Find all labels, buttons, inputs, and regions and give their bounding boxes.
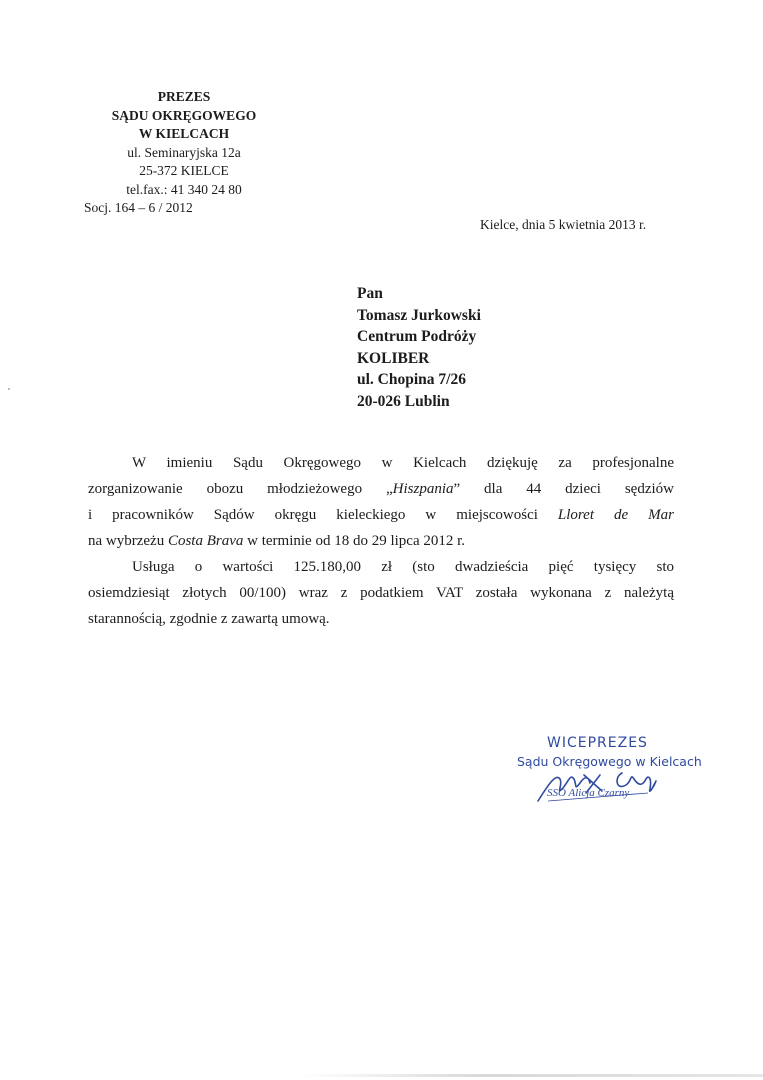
recipient-salutation: Pan (357, 285, 383, 302)
paragraph-line: W imieniu Sądu Okręgowego w Kielcach dziękuję za profesjonalne (132, 455, 674, 471)
sender-court: SĄDU OKRĘGOWEGO (111, 107, 257, 123)
paragraph-line: i pracowników Sądów okręgu kieleckiego w miejscowości Lloret de Mar (88, 507, 674, 523)
stamp-title: WICEPREZES (547, 735, 648, 751)
recipient-postal-city: 20-026 Lublin (357, 392, 450, 410)
recipient-company: Centrum Podróży (357, 328, 477, 345)
scan-edge (300, 1074, 763, 1077)
scan-speck (8, 388, 10, 390)
recipient-street: ul. Chopina 7/26 (357, 371, 466, 388)
paragraph-line: osiemdziesiąt złotych 00/100) wraz z podatkiem VAT została wykonana z należytą (88, 585, 674, 601)
sender-street: ul. Seminaryjska 12a (127, 144, 241, 160)
sender-header (84, 88, 284, 218)
sender-phone: tel.fax.: 41 340 24 80 (126, 181, 242, 197)
sender-title: PREZES (157, 89, 211, 104)
paragraph-line: zorganizowanie obozu młodzieżowego „Hiszpania” dla 44 dzieci sędziów (88, 481, 674, 497)
letter-date: Kielce, dnia 5 kwietnia 2013 r. (480, 217, 647, 232)
paragraph-line: na wybrzeżu Costa Brava w terminie od 18 do 29 lipca 2012 r. (88, 533, 466, 549)
recipient-name: Tomasz Jurkowski (357, 306, 481, 324)
recipient-brand: KOLIBER (357, 349, 430, 367)
paragraph-line: starannością, zgodnie z zawartą umową. (88, 611, 330, 627)
letter-body (88, 451, 674, 633)
sender-city-name: W KIELCACH (138, 126, 230, 141)
stamp-signatory: SSO Alicja Czarny (547, 787, 630, 799)
handwritten-signature-icon (530, 765, 680, 805)
reference-number: Socj. 164 – 6 / 2012 (84, 200, 193, 215)
signature-stamp (500, 735, 700, 815)
sender-postal-city: 25-372 KIELCE (139, 163, 229, 178)
stamp-organization: Sądu Okręgowego w Kielcach (517, 754, 702, 769)
recipient-address (357, 283, 481, 412)
paragraph-line: Usługa o wartości 125.180,00 zł (sto dwadzieścia pięć tysięcy sto (132, 559, 674, 575)
